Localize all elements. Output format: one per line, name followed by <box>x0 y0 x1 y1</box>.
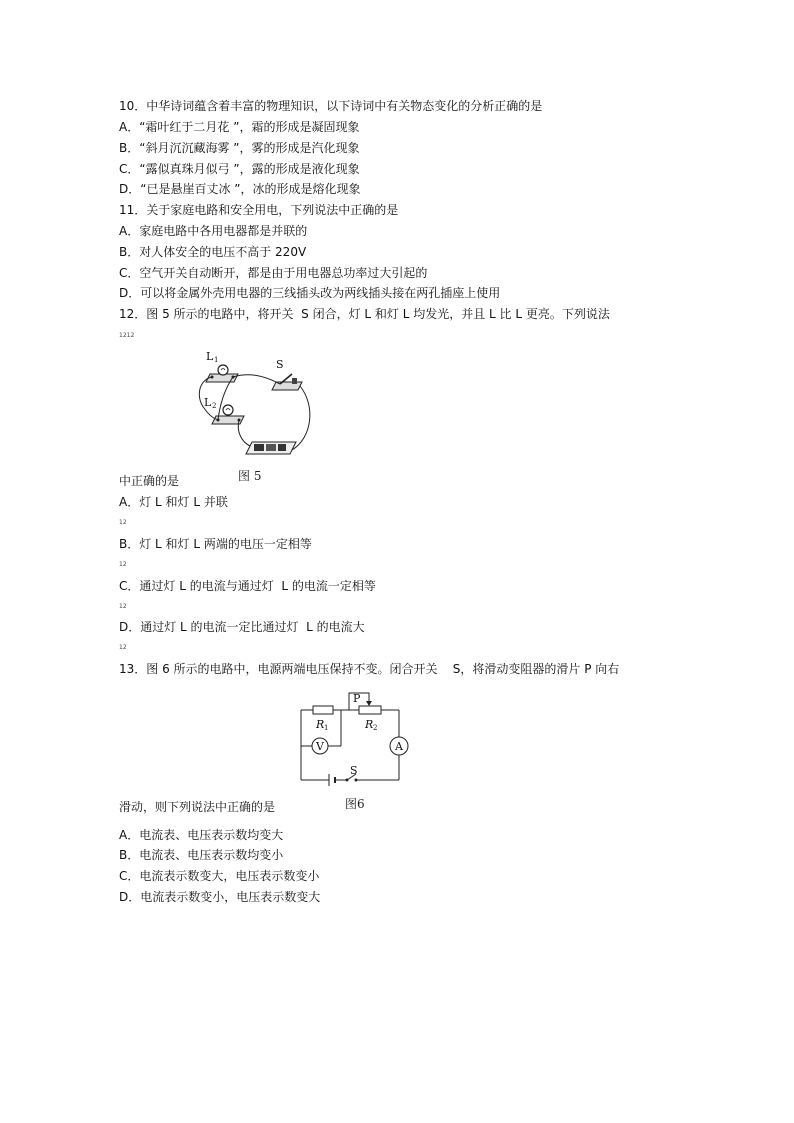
q13-option-d: D．电流表示数变小，电压表示数变大 <box>119 890 321 904</box>
q11-option-d: D．可以将金属外壳用电器的三线插头改为两线插头接在两孔插座上使用 <box>119 286 501 300</box>
q13-option-a: A．电流表、电压表示数均变大 <box>119 828 284 842</box>
q13-option-b: B．电流表、电压表示数均变小 <box>119 848 284 862</box>
q12-option-a-subscripts: 12 <box>119 519 127 526</box>
figure-6-caption: 图6 <box>345 797 365 811</box>
q11-option-c: C．空气开关自动断开，都是由于用电器总功率过大引起的 <box>119 266 428 280</box>
slider-p-label: P <box>353 692 361 705</box>
q11-option-b: B．对人体安全的电压不高于 220V <box>119 245 307 259</box>
r2-label: R <box>365 718 374 731</box>
q10-option-d: D．“已是悬崖百丈冰 ”，冰的形成是熔化现象 <box>119 182 361 196</box>
figure-6-circuit <box>295 688 410 813</box>
l1-subscript: 1 <box>214 356 219 364</box>
q12-option-b-subscripts: 12 <box>119 561 127 568</box>
voltmeter-label: V <box>316 740 324 753</box>
slider-arrow-icon <box>366 701 372 706</box>
r1-subscript: 1 <box>324 724 329 732</box>
q12-option-d: D．通过灯 L 的电流一定比通过灯 L 的电流大 <box>119 620 365 634</box>
ammeter-label: A <box>395 740 403 753</box>
rheostat-r2-icon <box>359 706 381 714</box>
q12-option-d-subscripts: 12 <box>119 644 127 651</box>
q12-option-a: A．灯 L 和灯 L 并联 <box>119 495 228 509</box>
battery-icon <box>329 774 335 786</box>
q10-option-a: A．“霜叶红于二月花 ”，霜的形成是凝固现象 <box>119 120 360 134</box>
q10-option-b: B．“斜月沉沉藏海雾 ”，雾的形成是汽化现象 <box>119 141 360 155</box>
q11-option-a: A．家庭电路中各用电器都是并联的 <box>119 224 308 238</box>
q12-option-b: B．灯 L 和灯 L 两端的电压一定相等 <box>119 537 312 551</box>
switch-s-label: S <box>350 764 358 777</box>
l1-label: L <box>206 350 214 363</box>
question-13-stem: 13．图 6 所示的电路中，电源两端电压保持不变。闭合开关 S，将滑动变阻器的滑片 P 向右 <box>119 662 620 676</box>
r2-subscript: 2 <box>373 724 378 732</box>
question-10-stem: 10．中华诗词蕴含着丰富的物理知识，以下诗词中有关物态变化的分析正确的是 <box>119 99 543 113</box>
switch-s-label: S <box>276 358 284 371</box>
q13-option-c: C．电流表示数变大，电压表示数变小 <box>119 869 320 883</box>
q12-option-c-subscripts: 12 <box>119 603 127 610</box>
question-11-stem: 11．关于家庭电路和安全用电，下列说法中正确的是 <box>119 203 399 217</box>
q12-stem-subscripts: 1212 <box>119 332 135 339</box>
q12-option-c: C．通过灯 L 的电流与通过灯 L 的电流一定相等 <box>119 579 376 593</box>
resistor-r1-icon <box>313 706 333 714</box>
lamp-l1-icon <box>206 365 238 382</box>
q10-option-c: C．“露似真珠月似弓 ”，露的形成是液化现象 <box>119 162 360 176</box>
question-12-stem: 12．图 5 所示的电路中，将开关 S 闭合，灯 L 和灯 L 均发光，并且 L 比 L 更亮。下列说法 <box>119 307 610 321</box>
figure-5-caption: 图 5 <box>238 469 262 483</box>
figure-5-circuit <box>190 346 315 486</box>
r1-label: R <box>316 718 325 731</box>
question-12-stem-cont: 中正确的是 <box>119 474 180 488</box>
question-13-stem-cont: 滑动，则下列说法中正确的是 <box>119 800 276 814</box>
l2-label: L <box>204 396 212 409</box>
battery-icon <box>246 442 296 454</box>
l2-subscript: 2 <box>212 402 217 410</box>
